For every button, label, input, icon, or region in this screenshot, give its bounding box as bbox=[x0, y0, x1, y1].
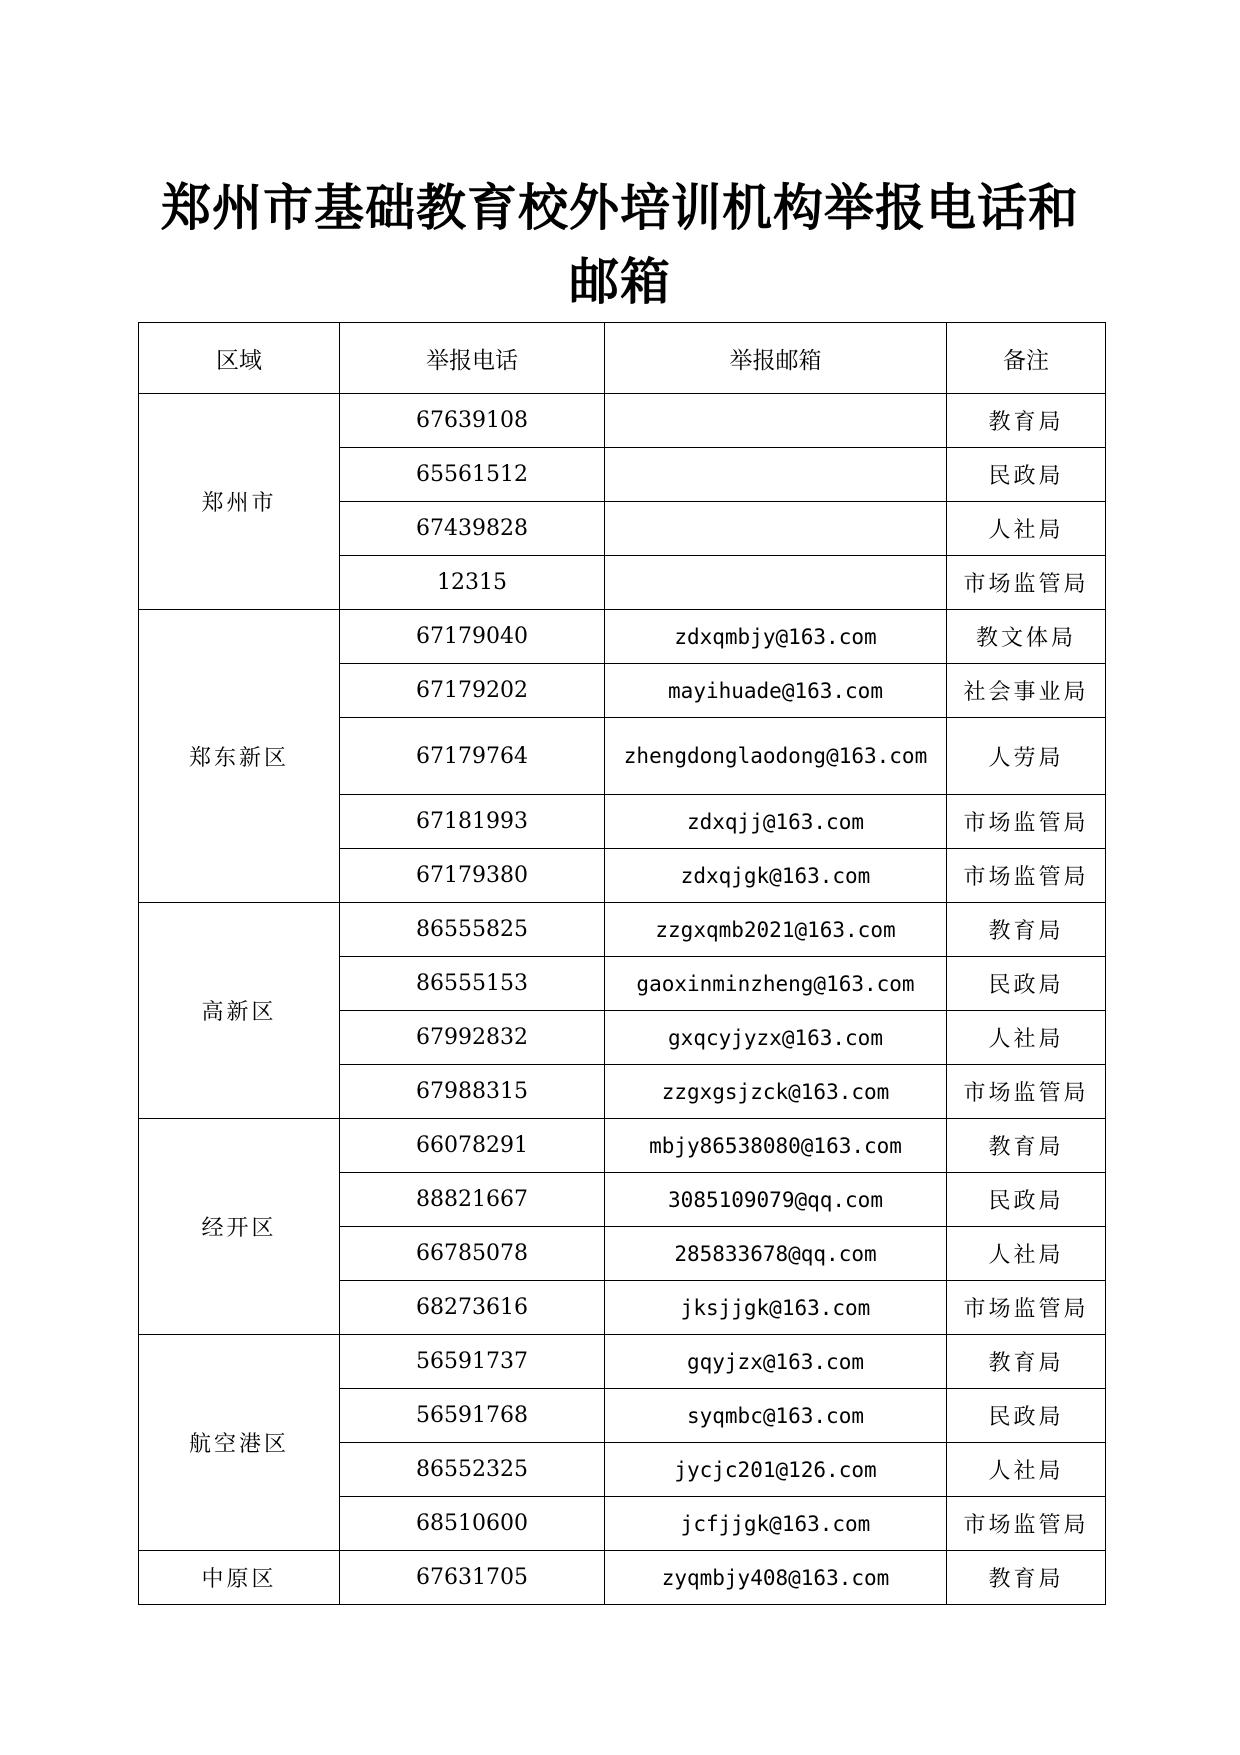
phone-cell: 67992832 bbox=[340, 1011, 605, 1065]
note-cell: 教育局 bbox=[947, 903, 1106, 957]
email-cell: jksjjgk@163.com bbox=[605, 1281, 947, 1335]
region-cell: 高新区 bbox=[139, 903, 340, 1119]
email-cell: gaoxinminzheng@163.com bbox=[605, 957, 947, 1011]
email-cell bbox=[605, 394, 947, 448]
table-row bbox=[139, 903, 1106, 957]
phone-cell: 12315 bbox=[340, 556, 605, 610]
note-cell: 民政局 bbox=[947, 448, 1106, 502]
email-cell bbox=[605, 448, 947, 502]
table-header-row bbox=[139, 323, 1106, 394]
note-cell: 市场监管局 bbox=[947, 556, 1106, 610]
note-cell: 人社局 bbox=[947, 502, 1106, 556]
email-cell: 3085109079@qq.com bbox=[605, 1173, 947, 1227]
phone-cell: 67639108 bbox=[340, 394, 605, 448]
phone-cell: 66078291 bbox=[340, 1119, 605, 1173]
email-cell: zdxqjj@163.com bbox=[605, 795, 947, 849]
phone-cell: 68510600 bbox=[340, 1497, 605, 1551]
email-cell: zyqmbjy408@163.com bbox=[605, 1551, 947, 1605]
note-cell: 市场监管局 bbox=[947, 1497, 1106, 1551]
table-row bbox=[139, 1335, 1106, 1389]
email-cell: jycjc201@126.com bbox=[605, 1443, 947, 1497]
phone-cell: 86555153 bbox=[340, 957, 605, 1011]
email-cell: zdxqmbjy@163.com bbox=[605, 610, 947, 664]
email-cell: gxqcyjyzx@163.com bbox=[605, 1011, 947, 1065]
email-cell bbox=[605, 502, 947, 556]
phone-cell: 67988315 bbox=[340, 1065, 605, 1119]
note-cell: 民政局 bbox=[947, 1389, 1106, 1443]
phone-cell: 67439828 bbox=[340, 502, 605, 556]
phone-cell: 56591768 bbox=[340, 1389, 605, 1443]
table-row bbox=[139, 394, 1106, 448]
note-cell: 教育局 bbox=[947, 1119, 1106, 1173]
region-cell: 郑州市 bbox=[139, 394, 340, 610]
phone-cell: 66785078 bbox=[340, 1227, 605, 1281]
email-cell: mbjy86538080@163.com bbox=[605, 1119, 947, 1173]
note-cell: 人社局 bbox=[947, 1011, 1106, 1065]
phone-cell: 67631705 bbox=[340, 1551, 605, 1605]
note-cell: 市场监管局 bbox=[947, 849, 1106, 903]
table-row bbox=[139, 610, 1106, 664]
note-cell: 市场监管局 bbox=[947, 795, 1106, 849]
phone-cell: 68273616 bbox=[340, 1281, 605, 1335]
header-phone: 举报电话 bbox=[340, 323, 605, 394]
email-cell bbox=[605, 556, 947, 610]
phone-cell: 86552325 bbox=[340, 1443, 605, 1497]
note-cell: 民政局 bbox=[947, 957, 1106, 1011]
email-cell: zdxqjgk@163.com bbox=[605, 849, 947, 903]
phone-cell: 56591737 bbox=[340, 1335, 605, 1389]
phone-cell: 86555825 bbox=[340, 903, 605, 957]
email-cell: zzgxqmb2021@163.com bbox=[605, 903, 947, 957]
region-cell: 航空港区 bbox=[139, 1335, 340, 1551]
table-row bbox=[139, 1551, 1106, 1605]
header-region: 区域 bbox=[139, 323, 340, 394]
region-cell: 中原区 bbox=[139, 1551, 340, 1605]
note-cell: 市场监管局 bbox=[947, 1065, 1106, 1119]
report-contacts-table bbox=[138, 322, 1106, 1605]
email-cell: 285833678@qq.com bbox=[605, 1227, 947, 1281]
email-cell: jcfjjgk@163.com bbox=[605, 1497, 947, 1551]
phone-cell: 67181993 bbox=[340, 795, 605, 849]
document-title-line-2: 邮箱 bbox=[569, 252, 671, 311]
header-note: 备注 bbox=[947, 323, 1106, 394]
table-body bbox=[139, 394, 1106, 1605]
region-cell: 经开区 bbox=[139, 1119, 340, 1335]
note-cell: 教育局 bbox=[947, 1551, 1106, 1605]
email-cell: syqmbc@163.com bbox=[605, 1389, 947, 1443]
phone-cell: 65561512 bbox=[340, 448, 605, 502]
phone-cell: 67179380 bbox=[340, 849, 605, 903]
email-cell: gqyjzx@163.com bbox=[605, 1335, 947, 1389]
email-cell: zzgxgsjzck@163.com bbox=[605, 1065, 947, 1119]
note-cell: 市场监管局 bbox=[947, 1281, 1106, 1335]
note-cell: 教文体局 bbox=[947, 610, 1106, 664]
phone-cell: 67179040 bbox=[340, 610, 605, 664]
note-cell: 人社局 bbox=[947, 1227, 1106, 1281]
region-cell: 郑东新区 bbox=[139, 610, 340, 903]
email-cell: zhengdonglaodong@163.com bbox=[605, 718, 947, 795]
table-row bbox=[139, 1119, 1106, 1173]
document-title-line-1: 郑州市基础教育校外培训机构举报电话和 bbox=[161, 178, 1079, 237]
email-cell: mayihuade@163.com bbox=[605, 664, 947, 718]
note-cell: 民政局 bbox=[947, 1173, 1106, 1227]
phone-cell: 88821667 bbox=[340, 1173, 605, 1227]
note-cell: 人社局 bbox=[947, 1443, 1106, 1497]
note-cell: 社会事业局 bbox=[947, 664, 1106, 718]
note-cell: 教育局 bbox=[947, 394, 1106, 448]
note-cell: 教育局 bbox=[947, 1335, 1106, 1389]
header-email: 举报邮箱 bbox=[605, 323, 947, 394]
phone-cell: 67179764 bbox=[340, 718, 605, 795]
phone-cell: 67179202 bbox=[340, 664, 605, 718]
note-cell: 人劳局 bbox=[947, 718, 1106, 795]
